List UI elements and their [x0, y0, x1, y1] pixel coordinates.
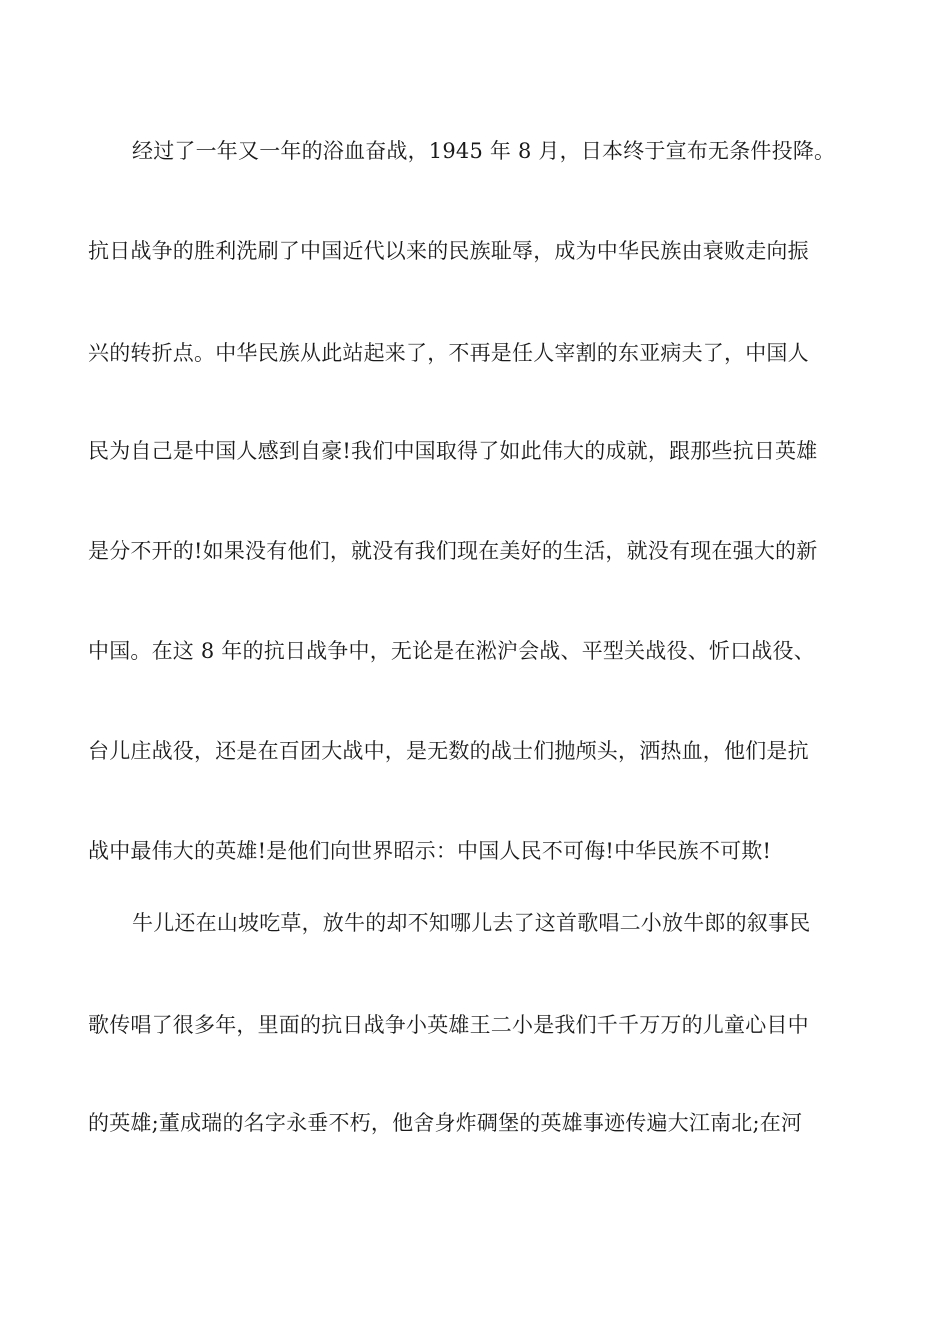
paragraph-line: 兴的转折点。中华民族从此站起来了，不再是任人宰割的东亚病夫了，中国人 — [88, 341, 809, 365]
paragraph-line: 是分不开的!如果没有他们，就没有我们现在美好的生活，就没有现在强大的新 — [88, 539, 818, 563]
paragraph-line: 战中最伟大的英雄!是他们向世界昭示：中国人民不可侮!中华民族不可欺! — [88, 839, 772, 863]
paragraph-line: 台儿庄战役，还是在百团大战中，是无数的战士们抛颅头，洒热血，他们是抗 — [88, 739, 809, 763]
paragraph-line: 抗日战争的胜利洗刷了中国近代以来的民族耻辱，成为中华民族由衰败走向振 — [88, 239, 809, 263]
paragraph-line: 中国。在这 8 年的抗日战争中，无论是在淞沪会战、平型关战役、忻口战役、 — [88, 639, 815, 663]
paragraph-line: 牛儿还在山坡吃草，放牛的却不知哪儿去了这首歌唱二小放牛郎的叙事民 — [132, 911, 811, 935]
paragraph-line: 的英雄;董成瑞的名字永垂不朽，他舍身炸碉堡的英雄事迹传遍大江南北;在河 — [88, 1111, 803, 1135]
paragraph-line: 民为自己是中国人感到自豪!我们中国取得了如此伟大的成就，跟那些抗日英雄 — [88, 439, 818, 463]
paragraph-line: 歌传唱了很多年，里面的抗日战争小英雄王二小是我们千千万万的儿童心目中 — [88, 1013, 809, 1037]
paragraph-line: 经过了一年又一年的浴血奋战，1945 年 8 月，日本终于宣布无条件投降。 — [132, 139, 836, 163]
